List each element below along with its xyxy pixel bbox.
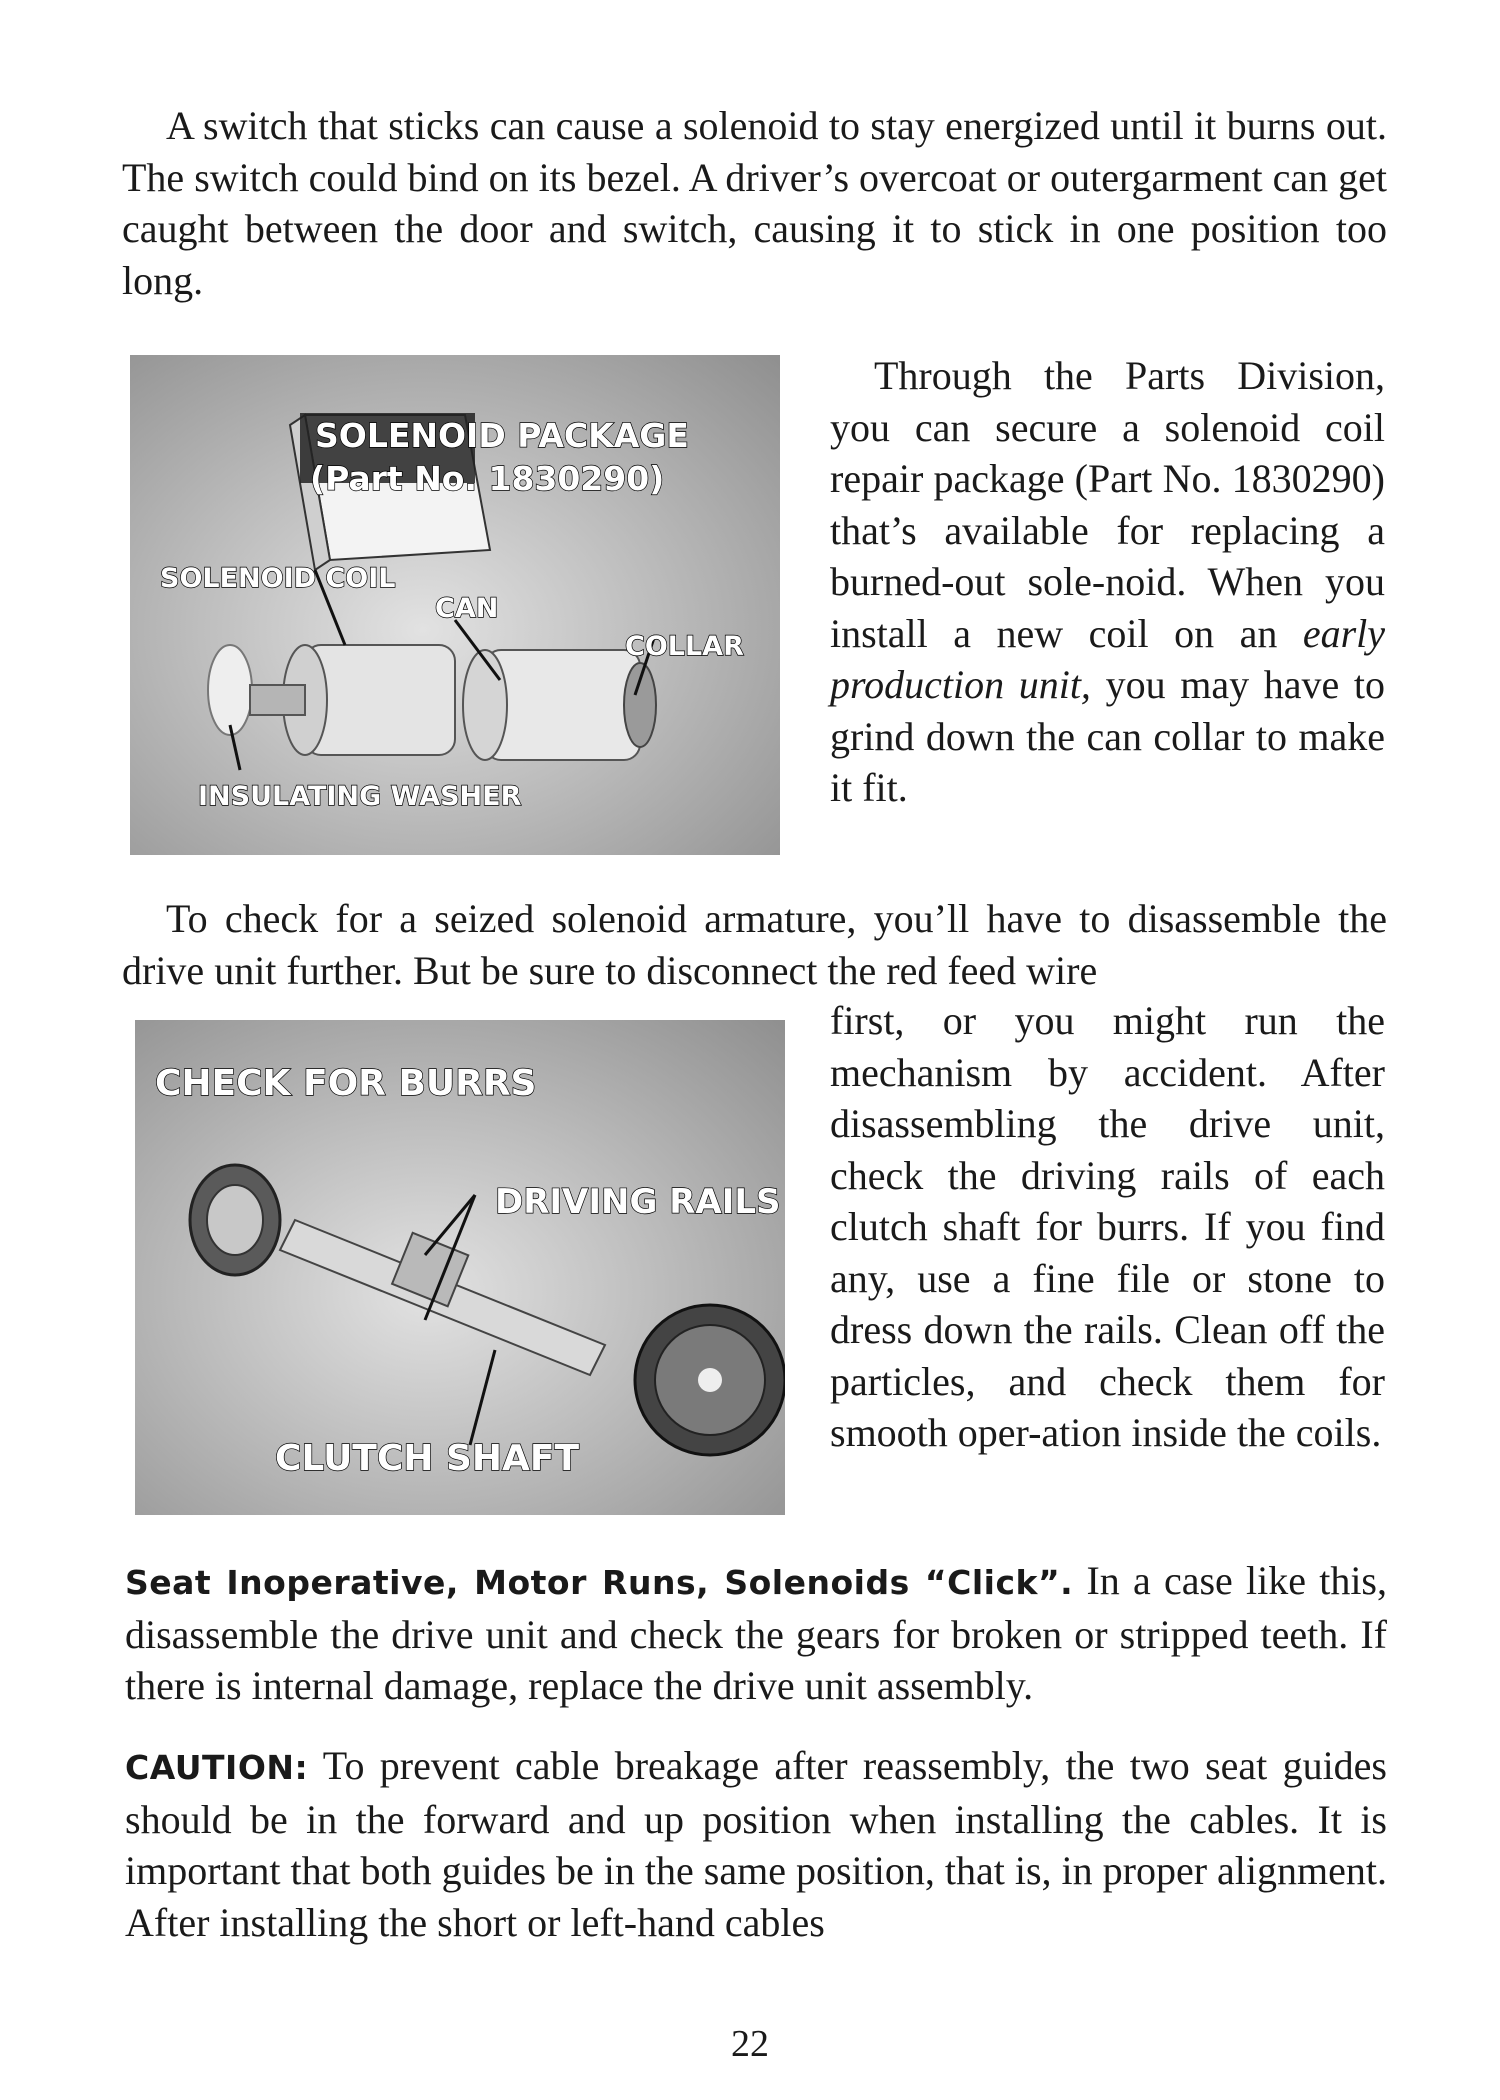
label-clutch-shaft: CLUTCH SHAFT — [275, 1438, 580, 1479]
paragraph-seat-inoperative — [125, 1555, 1387, 1712]
paragraph-caution — [125, 1740, 1387, 1948]
label-insulating-washer: INSULATING WASHER — [198, 781, 522, 812]
label-solenoid-coil: SOLENOID COIL — [160, 563, 396, 594]
label-driving-rails: DRIVING RAILS — [495, 1182, 781, 1222]
label-collar: COLLAR — [625, 631, 744, 662]
caution-label: CAUTION: — [125, 1748, 309, 1787]
caution-body: To prevent cable breakage after reassembly, the two seat guides should be in the forward and up position when installing the cables. It is important that both guides be in the same position, that is, in proper alignment. After installing the short or left-hand cables — [125, 1743, 1388, 1945]
paragraph-armature-continued: first, or you might run the mechanism by accident. After disassembling the drive unit, check the driving rails of each clutch shaft for burrs. If you find any, use a fine file or stone to dress down the rails. Clean off the particles, and check them for smooth oper-ation inside the coils. — [830, 998, 1385, 1455]
label-part-number: (Part No. 1830290) — [310, 459, 665, 498]
paragraph-parts-division — [830, 350, 1385, 814]
parts-text-italic: early production unit, — [830, 610, 1385, 707]
label-can: CAN — [435, 593, 499, 624]
paragraph-armature-intro: To check for a seized solenoid armature, you’ll have to disassemble the drive unit further. But be sure to disconnect the red feed wire — [122, 896, 1387, 993]
parts-text-1: Through the Parts Division, you can secure a solenoid coil repair package (Part No. 1830290) that’s available for replacing a burned-out sole-noid. When you install a new coil on an — [830, 353, 1385, 656]
photo-clutch-shaft — [135, 1020, 785, 1515]
parts-text-2: you may have to grind down the can collar to make it fit. — [830, 662, 1385, 810]
label-check-for-burrs: CHECK FOR BURRS — [155, 1063, 537, 1104]
clutch-shaft-illustration — [135, 1020, 785, 1515]
label-solenoid-package: SOLENOID PACKAGE — [315, 416, 689, 455]
solenoid-illustration — [130, 355, 780, 855]
photo-solenoid-package — [130, 355, 780, 855]
seat-heading: Seat Inoperative, Motor Runs, Solenoids “Click”. — [125, 1563, 1074, 1602]
seat-body: In a case like this, disassemble the drive unit and check the gears for broken or stripped teeth. If there is internal damage, replace the drive unit assembly. — [125, 1558, 1388, 1708]
paragraph-switch-sticks: A switch that sticks can cause a solenoid to stay energized until it burns out. The switch could bind on its bezel. A driver’s overcoat or outergarment can get caught between the door and switch, causing it to stick in one position too long. — [122, 103, 1387, 303]
page-number: 22 — [731, 2023, 769, 2065]
